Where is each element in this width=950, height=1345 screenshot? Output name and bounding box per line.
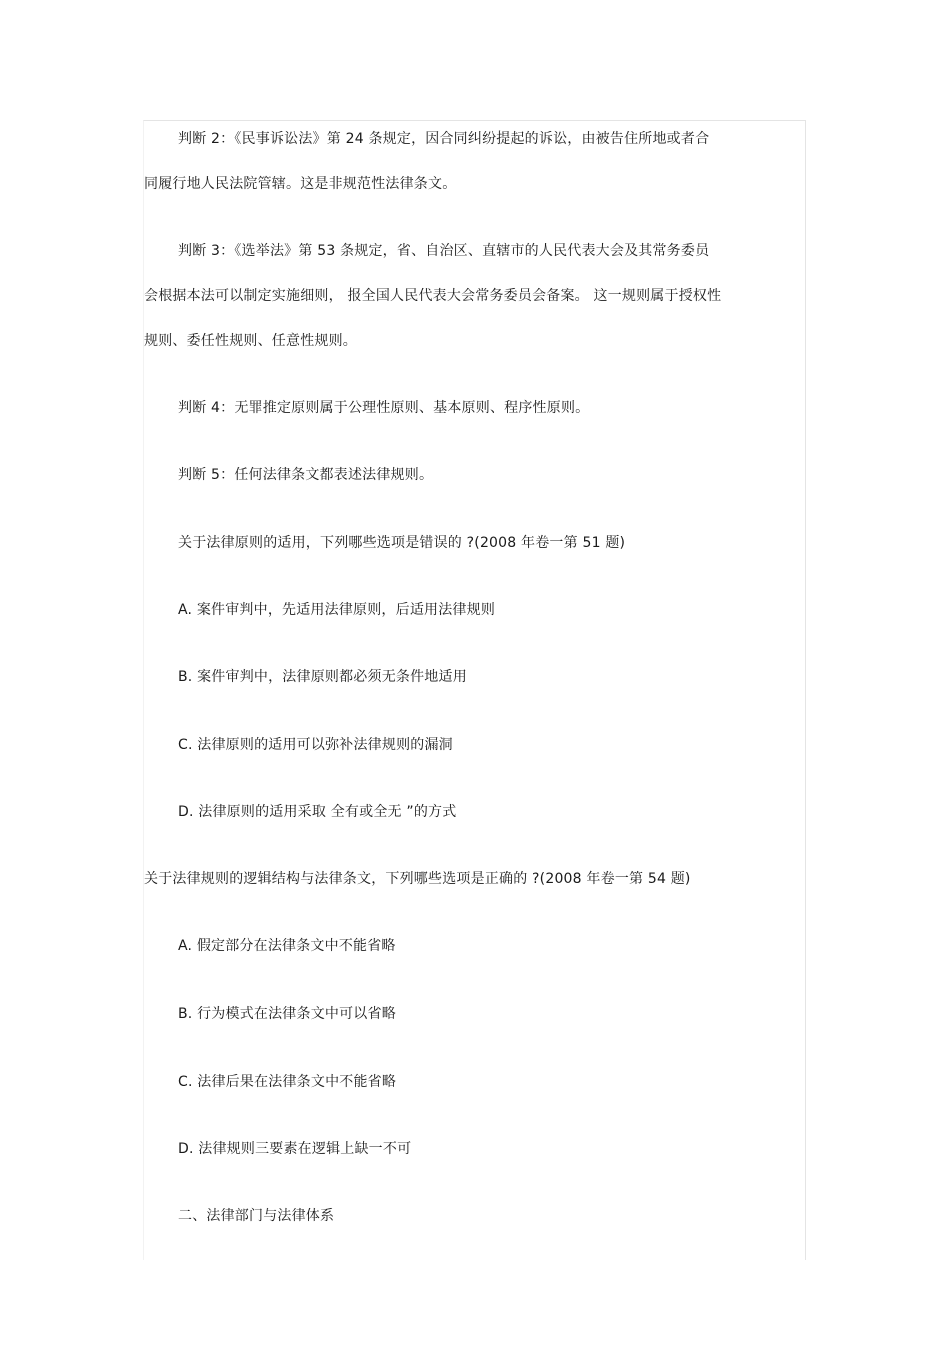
judge-2-line-2: 同履行地人民法院管辖。这是非规范性法律条文。 [144, 176, 457, 192]
judge-3-line-1: 判断 3：《选举法》第 53 条规定，省、自治区、直辖市的人民代表大会及其常务委员 [178, 243, 710, 259]
question-54-option-a: A. 假定部分在法律条文中不能省略 [178, 938, 396, 954]
question-54-option-d: D. 法律规则三要素在逻辑上缺一不可 [178, 1141, 412, 1157]
judge-5-line: 判断 5：任何法律条文都表述法律规则。 [178, 467, 434, 483]
judge-4-line: 判断 4：无罪推定原则属于公理性原则、基本原则、程序性原则。 [178, 400, 590, 416]
question-54-option-c: C. 法律后果在法律条文中不能省略 [178, 1074, 397, 1090]
question-51-option-c: C. 法律原则的适用可以弥补法律规则的漏洞 [178, 737, 453, 753]
judge-3-line-3: 规则、委任性规则、任意性规则。 [144, 333, 357, 349]
judge-2-line-1: 判断 2：《民事诉讼法》第 24 条规定，因合同纠纷提起的诉讼，由被告住所地或者合 [178, 131, 710, 147]
question-54-option-b: B. 行为模式在法律条文中可以省略 [178, 1006, 396, 1022]
question-51-stem: 关于法律原则的适用，下列哪些选项是错误的 ?(2008 年卷一第 51 题) [178, 535, 626, 551]
question-51-option-a: A. 案件审判中，先适用法律原则，后适用法律规则 [178, 602, 496, 618]
judge-3-line-2: 会根据本法可以制定实施细则， 报全国人民代表大会常务委员会备案。 这一规则属于授权性 [144, 288, 722, 304]
question-51-option-d: D. 法律原则的适用采取 全有或全无 ”的方式 [178, 804, 457, 820]
question-51-option-b: B. 案件审判中，法律原则都必须无条件地适用 [178, 669, 467, 685]
question-54-stem: 关于法律规则的逻辑结构与法律条文，下列哪些选项是正确的 ?(2008 年卷一第 54 题) [144, 871, 691, 887]
section-heading-legal-departments: 二、法律部门与法律体系 [178, 1208, 335, 1224]
